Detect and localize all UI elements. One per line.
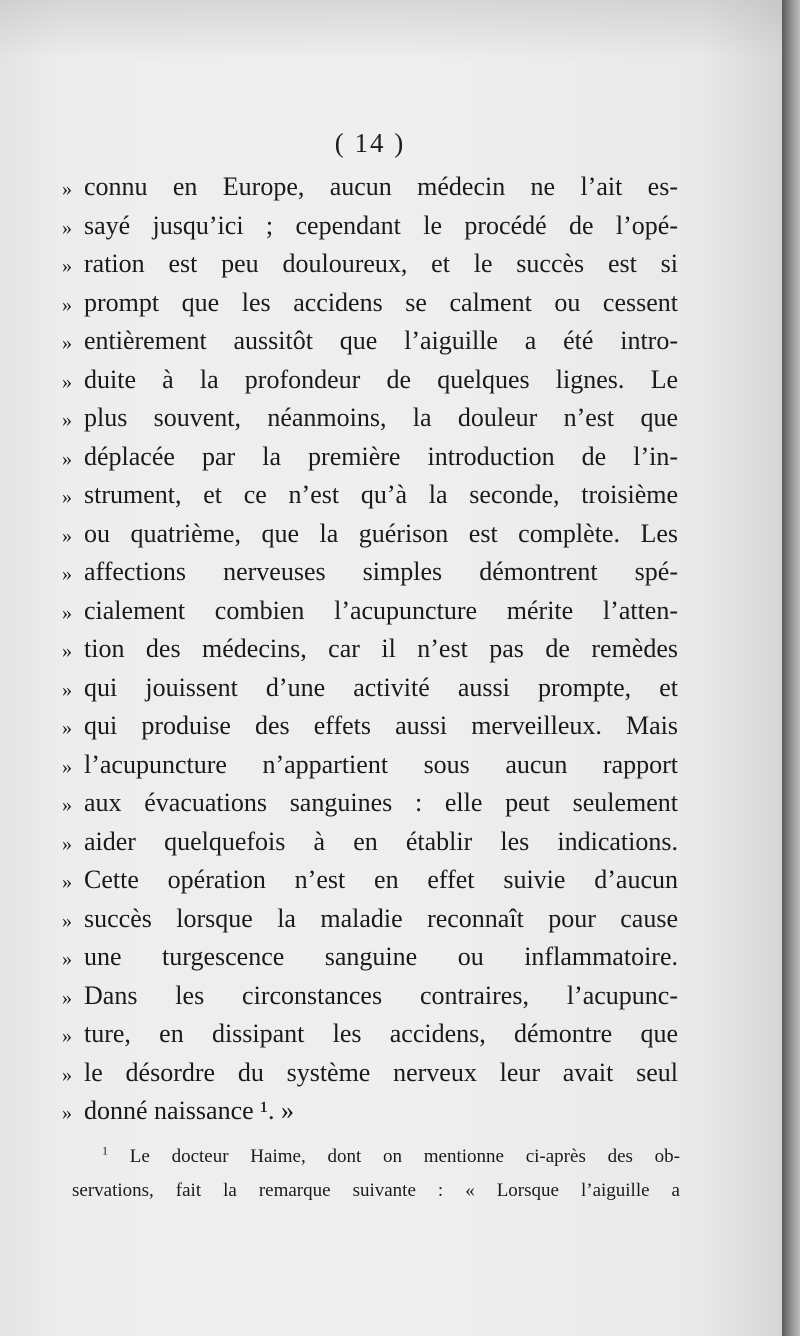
line-text: qui produise des effets aussi merveilleux. Mais — [84, 711, 678, 740]
text-line — [62, 904, 678, 943]
quote-mark: » — [62, 255, 72, 277]
page-number: ( 14 ) — [334, 128, 406, 158]
quote-mark: » — [62, 601, 72, 624]
text-line — [62, 750, 678, 789]
quote-mark: » — [62, 293, 72, 316]
line-text: strument, et ce n’est qu’à la seconde, troisième — [84, 480, 678, 509]
text-line — [62, 172, 678, 211]
line-text: duite à la profondeur de quelques lignes. Le — [84, 364, 678, 394]
text-line — [62, 827, 678, 866]
quote-mark: » — [62, 563, 72, 585]
quote-mark: » — [62, 832, 72, 855]
text-line — [62, 788, 678, 827]
line-text: l’acupuncture n’appartient sous aucun rapport — [84, 749, 678, 779]
page-shadow — [0, 0, 782, 60]
line-text: le désordre du système nerveux leur avait seul — [84, 1057, 678, 1087]
quote-mark: » — [62, 216, 72, 239]
text-line — [62, 519, 678, 558]
quote-mark: » — [62, 948, 72, 970]
line-text: ture, en dissipant les accidens, démontre que — [84, 1019, 678, 1048]
quote-mark: » — [62, 640, 72, 662]
line-text: une turgescence sanguine ou inflammatoire. — [84, 942, 678, 971]
line-text: aux évacuations sanguines : elle peut seulement — [84, 788, 678, 817]
text-line — [62, 557, 678, 596]
text-line — [62, 942, 678, 981]
quote-mark: » — [62, 370, 72, 393]
line-text: cialement combien l’acupuncture mérite l’atten- — [84, 595, 678, 625]
quote-mark: » — [62, 794, 72, 816]
line-text: ou quatrième, que la guérison est complète. Les — [84, 518, 678, 548]
text-line — [62, 673, 678, 712]
quote-mark: » — [62, 447, 72, 470]
line-text: succès lorsque la maladie reconnaît pour cause — [84, 903, 678, 933]
text-line — [62, 442, 678, 481]
quote-mark: » — [62, 1063, 72, 1086]
quote-mark: » — [62, 678, 72, 701]
text-line — [62, 711, 678, 750]
line-text: affections nerveuses simples démontrent spé- — [84, 557, 678, 586]
quote-mark: » — [62, 178, 72, 200]
line-text: qui jouissent d’une activité aussi prompte, et — [84, 672, 678, 702]
quote-mark: » — [62, 909, 72, 932]
line-text: ration est peu douloureux, et le succès est si — [84, 249, 678, 278]
footnote-line — [72, 1174, 680, 1208]
line-text: aider quelquefois à en établir les indications. — [84, 826, 678, 856]
quote-mark: » — [62, 332, 72, 354]
line-text: connu en Europe, aucun médecin ne l’ait es- — [84, 172, 678, 201]
quote-mark: » — [62, 486, 72, 508]
text-line — [62, 326, 678, 365]
line-text: donné naissance ¹. » — [84, 1096, 294, 1125]
quote-mark: » — [62, 986, 72, 1009]
text-line — [62, 596, 678, 635]
line-text: Cette opération n’est en effet suivie d’aucun — [84, 865, 678, 894]
text-line — [62, 1019, 678, 1058]
footnote-line-1: Le docteur Haime, dont on mentionne ci-après des ob- — [129, 1146, 681, 1167]
text-line — [62, 211, 678, 250]
quote-mark: » — [62, 524, 72, 547]
text-line — [62, 865, 678, 904]
quote-mark: » — [62, 871, 72, 893]
line-text: prompt que les accidens se calment ou cessent — [84, 287, 678, 317]
quote-mark: » — [62, 1025, 72, 1047]
text-line — [62, 403, 678, 442]
line-text: déplacée par la première introduction de l’in- — [84, 441, 678, 471]
footnote-line — [72, 1140, 680, 1174]
text-line — [62, 981, 678, 1020]
body-text — [62, 172, 678, 1135]
footnote-line-2: servations, fait la remarque suivante : « Lorsque l’aiguille a — [72, 1180, 680, 1201]
footnote — [72, 1140, 680, 1208]
quote-mark: » — [62, 409, 72, 431]
text-line — [62, 249, 678, 288]
line-text: plus souvent, néanmoins, la douleur n’est que — [84, 403, 678, 432]
binding-edge — [782, 0, 800, 1336]
line-text: sayé jusqu’ici ; cependant le procédé de l’opé- — [84, 210, 678, 240]
quote-mark: » — [62, 755, 72, 778]
text-line — [62, 634, 678, 673]
line-text: entièrement aussitôt que l’aiguille a été intro- — [84, 326, 678, 355]
line-text: Dans les circonstances contraires, l’acupunc- — [84, 980, 678, 1010]
text-line — [62, 365, 678, 404]
quote-mark: » — [62, 717, 72, 739]
footnote-marker: 1 — [102, 1143, 108, 1158]
text-line — [62, 1058, 678, 1097]
text-line — [62, 1096, 678, 1135]
line-text: tion des médecins, car il n’est pas de remèdes — [84, 634, 678, 663]
text-line — [62, 288, 678, 327]
quote-mark: » — [62, 1102, 72, 1124]
text-line — [62, 480, 678, 519]
